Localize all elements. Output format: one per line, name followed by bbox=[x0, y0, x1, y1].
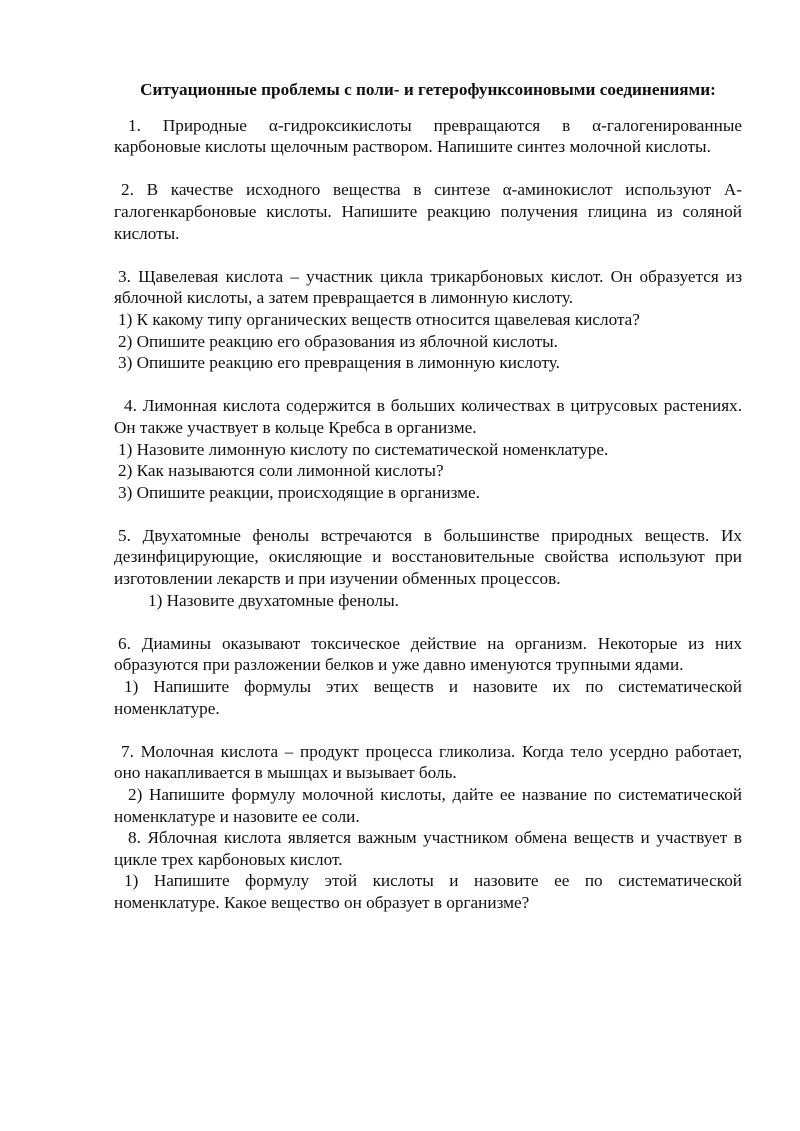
problem-6: 6. Диамины оказывают токсическое действие на организм. Некоторые из них образуются при разложении белков и уже давно именуются трупными ядами. bbox=[114, 633, 742, 675]
spacer bbox=[114, 611, 742, 633]
spacer bbox=[114, 719, 742, 741]
problem-5: 5. Двухатомные фенолы встречаются в большинстве природных веществ. Их дезинфицирующие, окисляющие и восстановительные свойства используют при изготовлении лекарств и при изучении обменных процессов. bbox=[114, 525, 742, 589]
problem-3-question-2: 2) Опишите реакцию его образования из яблочной кислоты. bbox=[118, 331, 558, 351]
problem-8: 8. Яблочная кислота является важным участником обмена веществ и участвует в цикле трех карбоновых кислот. bbox=[114, 828, 742, 869]
problem-6-question-1: 1) Напишите формулы этих веществ и назовите их по систематической номенклатуре. bbox=[114, 677, 742, 718]
problem-3: 3. Щавелевая кислота – участник цикла трикарбоновых кислот. Он образуется из яблочной кислоты, а затем превращается в лимонную кислоту. bbox=[114, 266, 742, 308]
problem-3-question-1: 1) К какому типу органических веществ относится щавелевая кислота? bbox=[118, 309, 640, 329]
page-title: Ситуационные проблемы с поли- и гетерофунксоиновыми соединениями: bbox=[140, 80, 716, 99]
problem-3-question-3: 3) Опишите реакцию его превращения в лимонную кислоту. bbox=[118, 353, 560, 373]
problem-2: 2. В качестве исходного вещества в синтезе α-аминокислот используют А-галогенкарбоновые кислоты. Напишите реакцию получения глицина из соляной кислоты. bbox=[114, 180, 742, 243]
problem-7: 7. Молочная кислота – продукт процесса гликолиза. Когда тело усердно работает, оно накапливается в мышцах и вызывает боль. bbox=[114, 741, 742, 783]
problem-8-question-1: 1) Напишите формулу этой кислоты и назовите ее по систематической номенклатуре. Какое вещество он образует в организме? bbox=[114, 871, 742, 912]
problem-1: 1. Природные α-гидроксикислоты превращаются в α-галогенированные карбоновые кислоты щелочным раствором. Напишите синтез молочной кислоты. bbox=[114, 115, 742, 157]
problem-4-question-3: 3) Опишите реакции, происходящие в организме. bbox=[118, 482, 480, 502]
spacer bbox=[114, 503, 742, 525]
problem-4-question-2: 2) Как называются соли лимонной кислоты? bbox=[118, 461, 444, 481]
problem-4-question-1: 1) Назовите лимонную кислоту по систематической номенклатуре. bbox=[118, 439, 609, 459]
problem-7-question-1: 2) Напишите формулу молочной кислоты, дайте ее название по систематической номенклатуре и назовите ее соли. bbox=[114, 785, 742, 826]
document-body bbox=[114, 79, 742, 914]
spacer bbox=[114, 244, 742, 266]
spacer bbox=[114, 374, 742, 396]
spacer bbox=[114, 158, 742, 180]
problem-5-question-1: 1) Назовите двухатомные фенолы. bbox=[148, 590, 399, 610]
problem-4: 4. Лимонная кислота содержится в больших количествах в цитрусовых растениях. Он также участвует в кольце Кребса в организме. bbox=[114, 396, 742, 437]
